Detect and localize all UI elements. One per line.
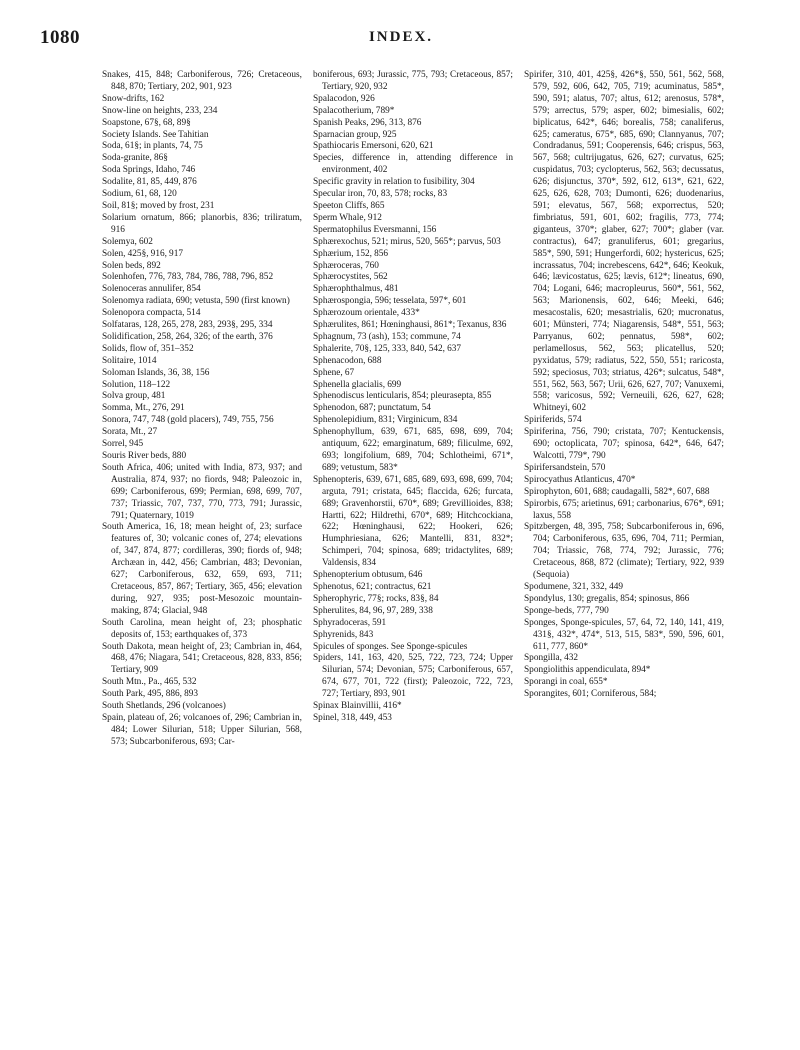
index-entry: Sphenopterium obtusum, 646	[313, 570, 423, 581]
index-entry: Spermatophilus Eversmanni, 156	[313, 224, 437, 235]
index-entry: boniferous, 693; Jurassic, 775, 793; Cretaceous, 857; Tertiary, 920, 932	[313, 70, 513, 92]
index-entry: Spathiocaris Emersoni, 620, 621	[313, 141, 434, 152]
index-entry: Spanish Peaks, 296, 313, 876	[313, 117, 422, 128]
index-entry: Spirocyathus Atlanticus, 470*	[524, 474, 636, 485]
index-entry: Solen, 425§, 916, 917	[102, 248, 184, 259]
index-entry: Sporangi in coal, 655*	[524, 677, 608, 688]
index-entry: South Carolina, mean height of, 23; phosphatic deposits of, 153; earthquakes of, 373	[102, 617, 302, 640]
index-entry: Sphenotus, 621; contractus, 621	[313, 581, 432, 592]
index-entry: Sphalerite, 70§, 125, 333, 840, 542, 637	[313, 343, 462, 354]
index-entry: Sphenolepidium, 831; Virginicum, 834	[313, 415, 458, 426]
index-columns	[102, 70, 724, 1036]
index-entry: Somma, Mt., 276, 291	[102, 403, 185, 414]
index-entry: Specific gravity in relation to fusibility, 304	[313, 177, 475, 188]
index-entry: Soda, 61§; in plants, 74, 75	[102, 141, 203, 152]
index-entry: Sphyradoceras, 591	[313, 617, 387, 628]
index-entry: Spherophyric, 77§; rocks, 83§, 84	[313, 593, 439, 604]
index-entry: Specular iron, 70, 83, 578; rocks, 83	[313, 189, 448, 200]
index-entry: Solen beds, 892	[102, 260, 161, 271]
index-entry: Solenomya radiata, 690; vetusta, 590 (first known)	[102, 296, 290, 307]
index-entry: Sphenophyllum, 639, 671, 685, 698, 699, 704; antiquum, 622; emarginatum, 689; filiculme, 692, 693; longifolium, 689, 704; Schlotheimi, 671*, 689; vetustum, 583*	[313, 427, 513, 473]
index-entry: Solenoceras annulifer, 854	[102, 284, 201, 295]
index-entry: Soloman Islands, 36, 38, 156	[102, 367, 210, 378]
index-entry: Spalacodon, 926	[313, 93, 375, 104]
index-entry: Solva group, 481	[102, 391, 166, 402]
index-entry: Spodumene, 321, 332, 449	[524, 581, 624, 592]
index-entry: Spirifersandstein, 570	[524, 462, 606, 473]
index-entry: Spiriferina, 756, 790; cristata, 707; Kentuckensis, 690; octoplicata, 707; spinosa, 642*, 646, 647; Walcotti, 779*, 790	[524, 427, 724, 461]
index-entry: Soil, 81§; moved by frost, 231	[102, 200, 215, 211]
index-entry: Sperm Whale, 912	[313, 212, 382, 223]
index-entry: Spherulites, 84, 96, 97, 289, 338	[313, 605, 433, 616]
index-entry: Sphenopteris, 639, 671, 685, 689, 693, 698, 699, 704; arguta, 791; cristata, 645; flaccida, 626; furcata, 689; Gravenhorstii, 670*, 689; Grevillioides, 838; Hartti, 622; Hildrethi, 670*, 689; Hitchcockiana, 622; Hœninghausi, 622; Hookeri, 626; Humphriesiana, 626; Mantelli, 831, 832*; Schimperi, 704; spinosa, 689; tridactylites, 689; Valdensis, 834	[313, 474, 513, 569]
index-entry: Sphæroceras, 760	[313, 260, 379, 271]
index-entry: Spirifer, 310, 401, 425§, 426*§, 550, 561, 562, 568, 579, 592, 606, 642, 705, 719; acuminatus, 585*, 590, 591; alatus, 707; altus, 612; arenosus, 578*, 579; arrectus, 579; asper, 602; bimesialis, 602; biplicatus, 642*, 646; borealis, 758; canaliferus, 625; cameratus, 675*, 685, 690; Clannyanus, 707; Condradanus, 591; Cooperensis, 646; crispus, 563, 567, 568; cultrijugatus, 626, 627; curvatus, 625; cuspidatus, 703; cyclopterus, 562, 563; decussatus, 626; disjunctus, 370*, 592, 612, 613*, 621, 622, 625, 626, 628, 703; Dumonti, 626; duodenarius, 591; elevatus, 567, 568; exporrectus, 520; fimbriatus, 591, 601, 602; fragilis, 773, 774; giganteus, 370*; glaber, 627; 700*; glaber (var. contractus), 647; granuliferus, 601; gregarius, 585*, 590, 591; Hungerfordi, 602; hystericus, 625; incrassatus, 704; increbescens, 642*, 646; Keokuk, 646; lævicostatus, 625; lævis, 612*; lineatus, 690, 704; Logani, 646; macropleurus, 560*, 561, 562, 563; Marionensis, 602, 646; Meeki, 646; mesacostalis, 620; mesastrialis, 620; mucronatus, 601; Münsteri, 774; Niagarensis, 548*, 551, 563; Parryanus, 602; pennatus, 598*, 602; perlamellosus, 562, 563; plicatellus, 520; pyxidatus, 579; radiatus, 522, 550, 551; raricosta, 592; speciosus, 703; striatus, 426*; sulcatus, 548*, 551, 562, 563, 567; Urii, 626, 627, 707; Vanuxemi, 558; varicosus, 592; Verneuili, 626, 627, 628; Whitneyi, 602	[524, 70, 724, 414]
index-entry: Sphenodon, 687; punctatum, 54	[313, 403, 431, 414]
index-entry: Spain, plateau of, 26; volcanoes of, 296; Cambrian in, 484; Lower Silurian, 518; Upper Silurian, 568, 573; Subcarboniferous, 693; Car-	[102, 712, 302, 747]
index-entry: Solenopora compacta, 514	[102, 308, 201, 319]
index-entry: Spondylus, 130; gregalis, 854; spinosus, 866	[524, 593, 690, 604]
index-entry: Sphyrenids, 843	[313, 629, 374, 640]
page-number: 1080	[40, 27, 80, 48]
index-entry: Snakes, 415, 848; Carboniferous, 726; Cretaceous, 848, 870; Tertiary, 202, 901, 923	[102, 70, 302, 92]
index-entry: Sphærexochus, 521; mirus, 520, 565*; parvus, 503	[313, 236, 501, 247]
index-entry: Speeton Cliffs, 865	[313, 200, 385, 211]
index-entry: Solenhofen, 776, 783, 784, 786, 788, 796, 852	[102, 272, 274, 283]
index-entry: Soapstone, 67§, 68, 89§	[102, 117, 191, 128]
index-entry: Sphagnum, 73 (ash), 153; commune, 74	[313, 331, 461, 342]
index-entry: Sorata, Mt., 27	[102, 427, 158, 438]
running-head: INDEX.	[368, 29, 434, 45]
index-entry: Sponges, Sponge-spicules, 57, 64, 72, 140, 141, 419, 431§, 432*, 474*, 513, 515, 583*, 590, 596, 601, 611, 777, 860*	[524, 617, 724, 652]
index-entry: Solfataras, 128, 265, 278, 283, 293§, 295, 334	[102, 320, 273, 331]
index-entry: Solarium ornatum, 866; planorbis, 836; triliratum, 916	[102, 212, 302, 235]
page-header	[40, 27, 762, 53]
index-entry: Snow-drifts, 162	[102, 93, 165, 104]
index-entry: Sphærospongia, 596; tesselata, 597*, 601	[313, 296, 467, 307]
index-entry: Spongiolithis appendiculata, 894*	[524, 665, 651, 676]
index-entry: Spinel, 318, 449, 453	[313, 712, 392, 723]
index-entry: Soda-granite, 86§	[102, 153, 168, 164]
index-entry: Sodalite, 81, 85, 449, 876	[102, 177, 197, 188]
index-entry: Solidification, 258, 264, 326; of the earth, 376	[102, 331, 273, 342]
index-entry: Snow-line on heights, 233, 234	[102, 105, 218, 116]
index-entry: Spicules of sponges. See Sponge-spicules	[313, 641, 468, 652]
index-entry: Sporangites, 601; Corniferous, 584;	[524, 689, 657, 700]
index-column-2	[313, 70, 513, 1036]
index-entry: Solemya, 602	[102, 236, 153, 247]
index-entry: Solution, 118–122	[102, 379, 171, 390]
index-entry: Species, difference in, attending difference in environment, 402	[313, 153, 513, 176]
index-entry: South Park, 495, 886, 893	[102, 689, 199, 700]
index-entry: Sodium, 61, 68, 120	[102, 189, 177, 200]
index-entry: Sphærulites, 861; Hœninghausi, 861*; Texanus, 836	[313, 320, 507, 331]
index-entry: Sphenella glacialis, 699	[313, 379, 402, 390]
index-entry: Spiriferids, 574	[524, 415, 582, 426]
index-entry: South Mtn., Pa., 465, 532	[102, 677, 197, 688]
index-entry: Souris River beds, 880	[102, 451, 187, 461]
index-entry: Spiders, 141, 163, 420, 525, 722, 723, 724; Upper Silurian, 574; Devonian, 575; Carboniferous, 657, 674, 677, 701, 722 (first); Paleozoic, 722, 723, 727; Tertiary, 893, 901	[313, 653, 513, 700]
index-entry: Sphærium, 152, 856	[313, 248, 389, 259]
index-column-3	[524, 70, 724, 1036]
index-entry: Solids, flow of, 351–352	[102, 343, 194, 354]
index-entry: Sphenodiscus lenticularis, 854; pleurasepta, 855	[313, 391, 492, 402]
index-entry: Sphene, 67	[313, 367, 355, 378]
index-entry: South America, 16, 18; mean height of, 23; surface features of, 30; volcanic cones of, 274; elevations of, 347, 874, 877; cordilleras, 390; fiords of, 948; Archæan in, 442, 456; Cambrian, 483; Devonian, 627; Carboniferous, 632, 659, 693, 711; Cretaceous, 857, 867; Tertiary, 365, 456; elevation during, 927, 935; post-Mesozoic mountain-making, 874; Glacial, 948	[102, 522, 302, 616]
index-entry: South Dakota, mean height of, 23; Cambrian in, 464, 468, 476; Niagara, 541; Cretaceous, 828, 833, 856; Tertiary, 909	[102, 641, 302, 676]
index-entry: Sponge-beds, 777, 790	[524, 605, 609, 616]
index-entry: Sphærophthalmus, 481	[313, 284, 399, 295]
index-entry: Spinax Blainvillii, 416*	[313, 701, 402, 712]
index-entry: Sphærocystites, 562	[313, 272, 388, 283]
index-entry: Soda Springs, Idaho, 746	[102, 165, 196, 176]
index-entry: Sonora, 747, 748 (gold placers), 749, 755, 756	[102, 415, 274, 426]
index-entry: Spirorbis, 675; arietinus, 691; carbonarius, 676*, 691; laxus, 558	[524, 498, 724, 521]
index-entry: Spalacotherium, 789*	[313, 105, 395, 116]
index-entry: Solitaire, 1014	[102, 355, 157, 366]
index-entry: South Africa, 406; united with India, 873, 937; and Australia, 874, 937; no fiords, 948; Paleozoic in, 699; Carboniferous, 699; Permian, 698, 699, 707, 737; Triassic, 707, 737, 770, 773, 791; Jurassic, 791; Quaternary, 1019	[102, 462, 302, 521]
index-entry: Sphenacodon, 688	[313, 355, 382, 366]
index-entry: Spongilla, 432	[524, 653, 579, 664]
index-column-1	[102, 70, 302, 1036]
index-entry: Spirophyton, 601, 688; caudagalli, 582*, 607, 688	[524, 486, 710, 497]
index-entry: Sorrel, 945	[102, 439, 144, 450]
index-entry: Sphærozoum orientale, 433*	[313, 308, 420, 319]
index-entry: Society Islands. See Tahitian	[102, 129, 209, 140]
index-entry: Spitzbergen, 48, 395, 758; Subcarboniferous in, 696, 704; Carboniferous, 635, 696, 704, 711; Permian, 704; Triassic, 768, 774, 792; Jurassic, 776; Cretaceous, 868, 872 (climate); Tertiary, 922, 939 (Sequoia)	[524, 522, 724, 581]
index-entry: South Shetlands, 296 (volcanoes)	[102, 701, 226, 712]
index-entry: Sparnacian group, 925	[313, 129, 397, 140]
